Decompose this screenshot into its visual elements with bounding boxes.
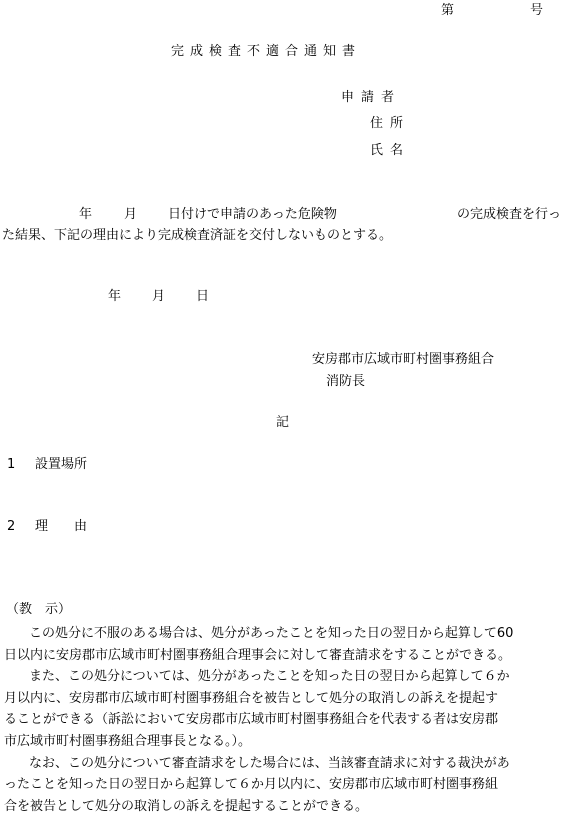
body-line2: た結果、下記の理由により完成検査済証を交付しないものとする。: [2, 228, 393, 243]
instruction-body: [4, 623, 587, 817]
instruction-line: なお、この処分について審査請求をした場合には、当該審査請求に対する裁決があ: [16, 755, 510, 771]
instruction-line: ったことを知った日の翌日から起算して６か月以内に、安房郡市広域市町村圏事務組: [4, 777, 499, 793]
date-day: 日: [196, 289, 210, 304]
date-year: 年: [108, 289, 122, 304]
instruction-line: 月以内に、安房郡市広域市町村圏事務組合を被告として処分の取消しの訴えを提起す: [4, 690, 499, 706]
instruction-line: 日以内に安房郡市広域市町村圏事務組合理事会に対して審査請求をすることができる。: [4, 647, 512, 663]
instruction-heading: （教 示）: [6, 602, 72, 617]
item-1-label: 設置場所: [35, 457, 88, 472]
number-prefix: 第: [441, 3, 455, 18]
address-label: 住所: [370, 116, 411, 131]
item-2-number: 2: [7, 519, 16, 534]
item-1-number: 1: [7, 457, 16, 472]
item-2-label: 理 由: [35, 519, 88, 534]
number-suffix: 号: [530, 3, 544, 18]
name-label: 氏名: [370, 143, 411, 158]
instruction-line: 合を被告として処分の取消しの訴えを提起することができる。: [4, 798, 369, 814]
instruction-line: 市広域市町村圏事務組合理事長となる。）。: [4, 733, 252, 749]
body-line1-b: の完成検査を行っ: [457, 207, 562, 222]
instruction-line: ることができる（訴訟において安房郡市広域市町村圏事務組合を代表する者は安房郡: [4, 712, 499, 728]
applicant-label: 申請者: [341, 90, 402, 105]
issuer-title: 消防長: [326, 374, 366, 389]
date-month: 月: [152, 289, 166, 304]
issuer-org: 安房郡市広域市町村圏事務組合: [312, 352, 495, 367]
instruction-line: また、この処分については、処分があったことを知った日の翌日から起算して６か: [16, 669, 510, 685]
body-line1-a: 日付けで申請のあった危険物: [168, 207, 337, 222]
body-month: 月: [124, 207, 138, 222]
document-title: 完成検査不適合通知書: [171, 44, 362, 59]
body-year: 年: [79, 207, 93, 222]
instruction-line: この処分に不服のある場合は、処分があったことを知った日の翌日から起算して60: [16, 626, 514, 641]
ki-marker: 記: [276, 415, 290, 430]
